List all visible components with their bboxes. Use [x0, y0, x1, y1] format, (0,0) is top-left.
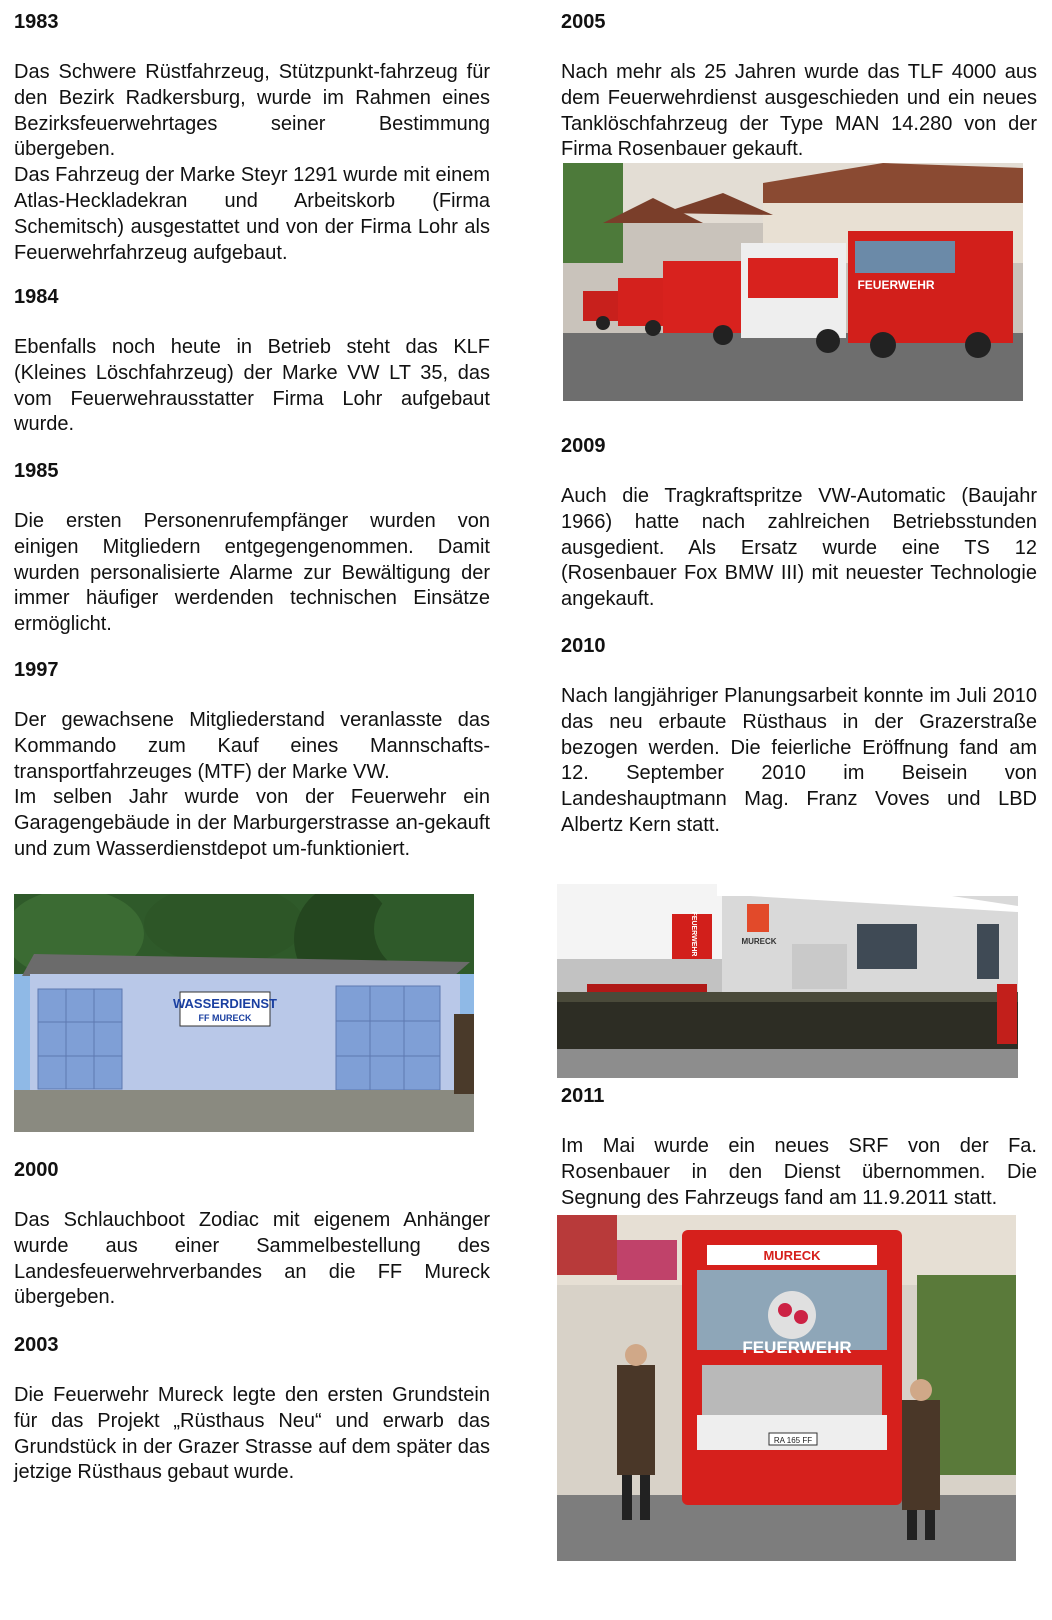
srf-grille-label: FEUERWEHR: [742, 1338, 852, 1357]
entry-text: Ebenfalls noch heute in Betrieb steht das KLF (Kleines Löschfahrzeug) der Marke VW LT 35, das vom Feuerwehrausstatter Firma Lohr aufgebaut wurde.: [14, 336, 490, 436]
entry-text: Im Mai wurde ein neues SRF von der Fa. Rosenbauer in den Dienst übernommen. Die Segnung des Fahrzeugs fand am 11.9.2011 statt.: [561, 1135, 1037, 1209]
entry-text: Auch die Tragkraftspritze VW-Automatic (Baujahr 1966) hatte nach zahlreichen Betriebsstunden ausgedient. Als Ersatz wurde eine TS 12 (Rosenbauer Fox BMW III) mit neuester Technologie angekauft.: [561, 485, 1037, 611]
srf-top-label: MURECK: [763, 1248, 821, 1263]
entry-2003: [14, 1333, 490, 1486]
entry-1983: [14, 10, 490, 266]
entry-text: Das Schwere Rüstfahrzeug, Stützpunkt-fahrzeug für den Bezirk Radkersburg, wurde im Rahmen eines Bezirksfeuerwehrtages seiner Bestimmung übergeben.: [14, 61, 490, 161]
truck-label: FEUERWEHR: [857, 278, 935, 292]
entry-text: Die Feuerwehr Mureck legte den ersten Grundstein für das Projekt „Rüsthaus Neu“ und erwarb das Grundstück in der Grazer Strasse auf dem später das jetzige Rüsthaus gebaut wurde.: [14, 1384, 490, 1484]
entry-1984: [14, 285, 490, 438]
entry-1997: [14, 658, 490, 863]
entry-text: Nach langjähriger Planungsarbeit konnte im Juli 2010 das neu erbaute Rüsthaus in der Grazerstraße bezogen werden. Die feierliche Eröffnung fand am 12. September 2010 im Beisein von Landeshauptmann Mag. Franz Voves und LBD Albertz Kern statt.: [561, 685, 1037, 836]
year-heading: 2005: [561, 11, 606, 33]
year-heading: 1997: [14, 659, 59, 681]
year-heading: 2010: [561, 635, 606, 657]
station-tower-label: FEUERWEHR: [690, 911, 697, 957]
entry-2011: [561, 1084, 1037, 1211]
fire-station-photo: [557, 884, 1018, 1078]
entry-1985: [14, 459, 490, 638]
fire-trucks-photo: [563, 163, 1023, 401]
entry-text: Das Schlauchboot Zodiac mit eigenem Anhänger wurde aus einer Sammelbestellung des Landesfeuerwehrverbandes an die FF Mureck übergeben.: [14, 1209, 490, 1309]
year-heading: 2000: [14, 1159, 59, 1181]
year-heading: 2009: [561, 435, 606, 457]
entry-text: Der gewachsene Mitgliederstand veranlasste das Kommando zum Kauf eines Mannschafts-transportfahrzeuges (MTF) der Marke VW.: [14, 709, 490, 783]
srf-truck-photo: [557, 1215, 1016, 1561]
entry-text: Im selben Jahr wurde von der Feuerwehr ein Garagengebäude in der Marburgerstrasse an-gekauft und zum Wasserdienstdepot um-funktioniert.: [14, 786, 490, 860]
year-heading: 1985: [14, 460, 59, 482]
year-heading: 1984: [14, 286, 59, 308]
entry-2000: [14, 1158, 490, 1311]
garage-sign-line1: WASSERDIENST: [172, 996, 278, 1011]
entry-text: Die ersten Personenrufempfänger wurden von einigen Mitgliedern entgegengenommen. Damit wurden personalisierte Alarme zur Bewältigung der immer häufiger werdenden technischen Einsätze ermöglicht.: [14, 510, 490, 636]
entry-text: Nach mehr als 25 Jahren wurde das TLF 4000 aus dem Feuerwehrdienst ausgeschieden und ein neues Tanklöschfahrzeug der Type MAN 14.280 von der Firma Rosenbauer gekauft.: [561, 61, 1037, 161]
year-heading: 2011: [561, 1085, 605, 1107]
year-heading: 1983: [14, 11, 59, 33]
srf-plate: RA 165 FF: [773, 1436, 813, 1445]
station-wall-label: MURECK: [741, 937, 777, 946]
entry-2005: [561, 10, 1037, 163]
entry-text: Das Fahrzeug der Marke Steyr 1291 wurde mit einem Atlas-Heckladekran und Arbeitskorb (Firma Schemitsch) ausgestattet und von der Firma Lohr als Feuerwehrfahrzeug aufgebaut.: [14, 164, 490, 264]
garage-photo: [14, 894, 474, 1132]
year-heading: 2003: [14, 1334, 59, 1356]
entry-2009: [561, 434, 1037, 613]
garage-sign-line2: FF MURECK: [198, 1013, 252, 1023]
entry-2010: [561, 634, 1037, 839]
